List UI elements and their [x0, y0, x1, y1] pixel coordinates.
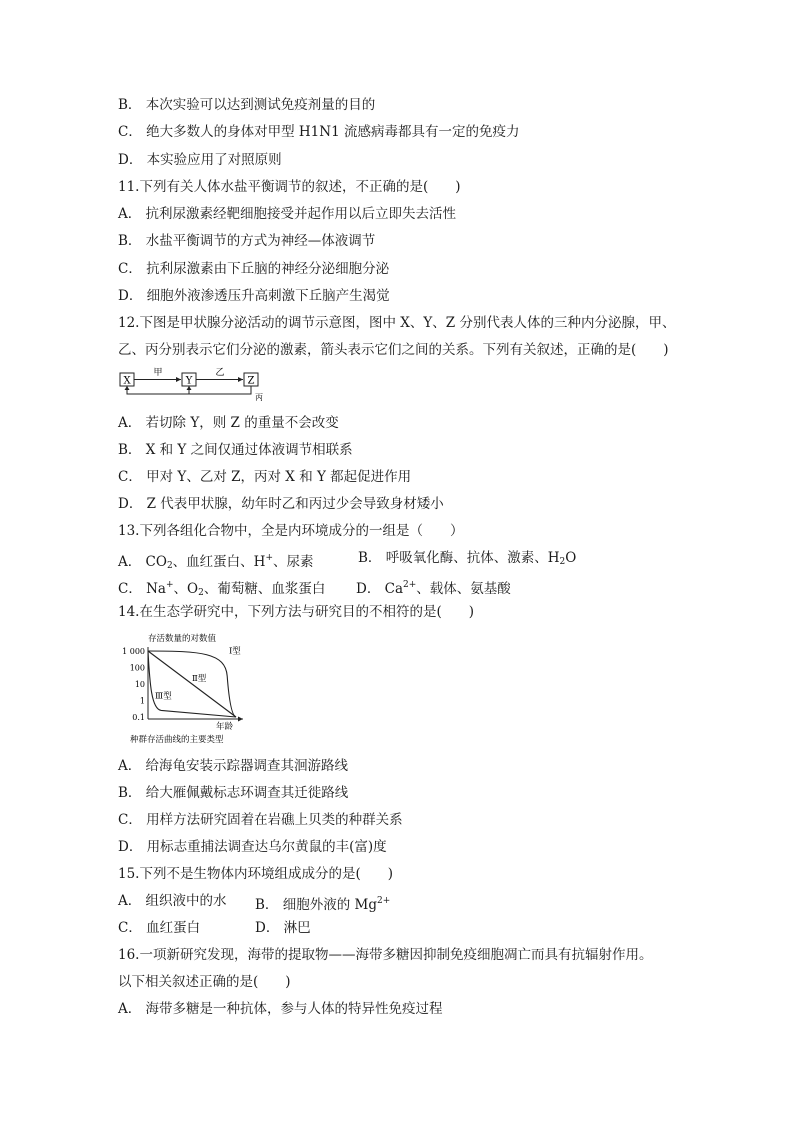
y-tick-label: 10	[134, 680, 145, 689]
question-16-line2: 以下相关叙述正确的是( )	[118, 974, 291, 990]
arrowhead-fy	[187, 386, 192, 390]
q14-option-b: B． 给大雁佩戴标志环调查其迁徙路线	[118, 785, 349, 801]
q13a-post: 、尿素	[273, 554, 314, 570]
regulation-diagram	[118, 366, 268, 402]
q12-option-d: D． Z 代表甲状腺，幼年时乙和丙过少会导致身材矮小	[118, 496, 444, 512]
q13a-text: A． CO	[118, 554, 167, 570]
y-tick-label: 1 000	[122, 647, 145, 656]
question-11: 11.下列有关人体水盐平衡调节的叙述，不正确的是( )	[118, 179, 461, 195]
q13a-mid: 、血红蛋白、H	[172, 554, 266, 570]
q14-option-d: D． 用标志重捕法调查达乌尔黄鼠的丰(富)度	[118, 839, 387, 855]
box-y-label: Y	[185, 375, 193, 387]
question-15: 15.下列不是生物体内环境组成成分的是( )	[118, 866, 394, 882]
q15-option-b	[255, 892, 390, 914]
arrowhead-yz	[238, 377, 243, 382]
q13b-text: B． 呼吸氧化酶、抗体、激素、H	[358, 550, 560, 566]
q11-option-a: A． 抗利尿激素经靶细胞接受并起作用以后立即失去活性	[118, 206, 457, 222]
q13-option-c	[118, 576, 325, 602]
q13d-text: D． Ca	[356, 581, 403, 597]
box-z-label: Z	[247, 375, 255, 387]
q13-option-d	[356, 576, 511, 598]
q13a-sup: +	[265, 553, 273, 563]
q13c-sub: 2	[198, 588, 204, 598]
q13-option-b	[358, 549, 576, 571]
q13b-post: O	[565, 550, 577, 566]
q13b-sub: 2	[559, 557, 566, 567]
q13d-sup: 2+	[403, 580, 417, 590]
y-tick-label: 1	[139, 696, 145, 706]
q13c-text: C． Na	[118, 581, 166, 597]
q11-option-c: C． 抗利尿激素由下丘脑的神经分泌细胞分泌	[118, 261, 390, 277]
q15b-text: B． 细胞外液的 Mg	[255, 897, 377, 913]
chart-xlabel: 年龄	[216, 722, 234, 732]
y-tick-label: 100	[129, 663, 145, 673]
label-jia: 甲	[153, 368, 163, 378]
q12-option-c: C． 甲对 Y、乙对 Z，丙对 X 和 Y 都起促进作用	[118, 469, 412, 485]
q11-option-d: D． 细胞外液渗透压升高刺激下丘脑产生渴觉	[118, 288, 390, 304]
series-label: Ⅱ型	[192, 674, 207, 685]
q13c-mid: 、O	[173, 581, 199, 597]
question-16-line1: 16.一项新研究发现，海带的提取物——海带多糖因抑制免疫细胞凋亡而具有抗辐射作用。	[118, 947, 653, 963]
q14-option-a: A． 给海龟安装示踪器调查其洄游路线	[118, 758, 349, 774]
survival-curve-chart	[118, 629, 258, 751]
q12-option-a: A． 若切除 Y，则 Z 的重量不会改变	[118, 415, 339, 431]
q13-option-a	[118, 549, 314, 575]
y-tick-label: 0.1	[132, 713, 145, 722]
q13c-post: 、葡萄糖、血浆蛋白	[203, 581, 326, 597]
q11-option-b: B． 水盐平衡调节的方式为神经—体液调节	[118, 233, 376, 249]
box-x-label: X	[123, 375, 131, 387]
option-b-prev: B． 本次实验可以达到测试免疫剂量的目的	[118, 97, 376, 113]
arrowhead-fx	[125, 386, 130, 390]
option-c-prev: C． 绝大多数人的身体对甲型 H1N1 流感病毒都具有一定的免疫力	[118, 124, 520, 140]
q14-option-c: C． 用样方法研究固着在岩礁上贝类的种群关系	[118, 812, 403, 828]
label-bing: 丙	[255, 393, 263, 402]
question-12-line1: 12.下图是甲状腺分泌活动的调节示意图，图中 X、Y、Z 分别代表人体的三种内分泌腺，甲、	[118, 315, 676, 331]
q15-option-c: C． 血红蛋白	[118, 920, 201, 936]
series-label: Ⅲ型	[155, 691, 172, 702]
q15-option-a: A． 组织液中的水	[118, 893, 227, 909]
question-12-line2: 乙、丙分别表示它们分泌的激素，箭头表示它们之间的关系。下列有关叙述，正确的是( )	[118, 342, 669, 358]
arrowhead-xy	[176, 377, 181, 382]
q13a-sub: 2	[166, 561, 173, 571]
label-yi: 乙	[215, 368, 225, 378]
question-13: 13.下列各组化合物中，全是内环境成分的一组是（ ）	[118, 523, 464, 539]
chart-ylabel: 存活数量的对数值	[148, 634, 217, 644]
q13c-sup: +	[165, 580, 174, 590]
series-label: Ⅰ型	[228, 646, 241, 657]
q16-option-a: A． 海带多糖是一种抗体，参与人体的特异性免疫过程	[118, 1001, 443, 1017]
question-14: 14.在生态学研究中，下列方法与研究目的不相符的是( )	[118, 604, 475, 620]
q15b-sup: 2+	[376, 896, 391, 906]
x-axis-arrow	[238, 717, 243, 722]
q13d-post: 、载体、氨基酸	[416, 581, 511, 597]
option-d-prev: D． 本实验应用了对照原则	[118, 152, 282, 168]
q15-option-d: D． 淋巴	[255, 920, 311, 936]
q12-option-b: B． X 和 Y 之间仅通过体液调节相联系	[118, 442, 353, 458]
chart-caption: 种群存活曲线的主要类型	[130, 735, 224, 745]
